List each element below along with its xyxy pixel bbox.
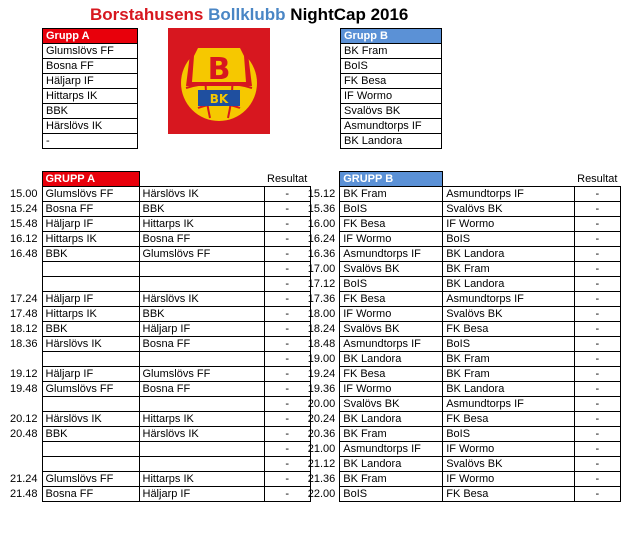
group-b-list bbox=[340, 28, 442, 149]
match-time: 22.00 bbox=[307, 488, 336, 500]
match-time: 21.12 bbox=[307, 458, 336, 470]
match-result: - bbox=[264, 292, 310, 307]
match-time: 20.24 bbox=[307, 413, 336, 425]
match-row bbox=[300, 187, 621, 202]
group-b-team: FK Besa bbox=[341, 74, 442, 89]
match-row bbox=[0, 292, 310, 307]
match-time: 20.00 bbox=[307, 398, 336, 410]
page-title bbox=[90, 5, 408, 25]
group-b-header: Grupp B bbox=[341, 29, 442, 44]
away-team: Bosna FF bbox=[139, 232, 264, 247]
home-team: BK Landora bbox=[340, 412, 443, 427]
home-team: BK Landora bbox=[340, 352, 443, 367]
match-time: 16.24 bbox=[307, 233, 336, 245]
away-team: Härslövs IK bbox=[139, 187, 264, 202]
match-result: - bbox=[574, 187, 620, 202]
match-result: - bbox=[264, 382, 310, 397]
match-result: - bbox=[574, 202, 620, 217]
home-team: BBK bbox=[42, 322, 139, 337]
match-time: 16.00 bbox=[307, 218, 336, 230]
away-team bbox=[139, 277, 264, 292]
group-b-team: BK Landora bbox=[341, 134, 442, 149]
match-time: 18.12 bbox=[9, 323, 38, 335]
match-time: 21.48 bbox=[9, 488, 38, 500]
match-row bbox=[300, 247, 621, 262]
home-team: Glumslövs FF bbox=[42, 187, 139, 202]
home-team bbox=[42, 457, 139, 472]
home-team bbox=[42, 397, 139, 412]
away-team: IF Wormo bbox=[443, 217, 574, 232]
match-time: 16.36 bbox=[307, 248, 336, 260]
match-time: 21.24 bbox=[9, 473, 38, 485]
away-team: Härslövs IK bbox=[139, 292, 264, 307]
match-result: - bbox=[264, 262, 310, 277]
match-result: - bbox=[574, 307, 620, 322]
group-a-team: Härslövs IK bbox=[43, 119, 138, 134]
match-result: - bbox=[574, 292, 620, 307]
match-time: 18.24 bbox=[307, 323, 336, 335]
match-row bbox=[0, 442, 310, 457]
match-row bbox=[0, 337, 310, 352]
match-row bbox=[300, 322, 621, 337]
match-time: 18.36 bbox=[9, 338, 38, 350]
group-a-list bbox=[42, 28, 138, 149]
away-team: Häljarp IF bbox=[139, 487, 264, 502]
match-result: - bbox=[264, 472, 310, 487]
group-a-schedule bbox=[0, 171, 311, 502]
home-team: BBK bbox=[42, 247, 139, 262]
match-row bbox=[300, 277, 621, 292]
match-row bbox=[0, 232, 310, 247]
match-time: 15.00 bbox=[9, 188, 38, 200]
away-header-blank bbox=[139, 172, 264, 187]
match-row bbox=[0, 307, 310, 322]
match-row bbox=[300, 307, 621, 322]
match-time: 21.00 bbox=[307, 443, 336, 455]
home-team: FK Besa bbox=[340, 217, 443, 232]
match-result: - bbox=[574, 397, 620, 412]
away-team: Asmundtorps IF bbox=[443, 397, 574, 412]
match-time bbox=[0, 442, 42, 457]
away-team: FK Besa bbox=[443, 487, 574, 502]
away-team: IF Wormo bbox=[443, 472, 574, 487]
away-team: BBK bbox=[139, 202, 264, 217]
match-row bbox=[300, 262, 621, 277]
home-team: Svalövs BK bbox=[340, 397, 443, 412]
match-row bbox=[300, 487, 621, 502]
match-row bbox=[0, 352, 310, 367]
match-time: 15.48 bbox=[9, 218, 38, 230]
match-result: - bbox=[574, 457, 620, 472]
away-team: FK Besa bbox=[443, 412, 574, 427]
away-team: BK Landora bbox=[443, 277, 574, 292]
home-team: BBK bbox=[42, 427, 139, 442]
match-row bbox=[0, 457, 310, 472]
group-a-team: Häljarp IF bbox=[43, 74, 138, 89]
match-row bbox=[0, 217, 310, 232]
away-team: Hittarps IK bbox=[139, 217, 264, 232]
away-team: Bosna FF bbox=[139, 382, 264, 397]
home-team: FK Besa bbox=[340, 292, 443, 307]
match-row bbox=[0, 397, 310, 412]
home-team: FK Besa bbox=[340, 367, 443, 382]
match-result: - bbox=[264, 247, 310, 262]
match-row bbox=[300, 367, 621, 382]
match-time bbox=[0, 262, 42, 277]
group-a-team: BBK bbox=[43, 104, 138, 119]
match-row bbox=[300, 427, 621, 442]
match-result: - bbox=[264, 277, 310, 292]
away-team: Svalövs BK bbox=[443, 202, 574, 217]
match-result: - bbox=[264, 322, 310, 337]
logo-letter: B bbox=[207, 52, 231, 87]
away-team bbox=[139, 262, 264, 277]
home-team: Häljarp IF bbox=[42, 367, 139, 382]
away-team: Häljarp IF bbox=[139, 322, 264, 337]
group-a-header: Grupp A bbox=[43, 29, 138, 44]
group-b-team: Asmundtorps IF bbox=[341, 119, 442, 134]
away-team: IF Wormo bbox=[443, 442, 574, 457]
match-time: 16.48 bbox=[9, 248, 38, 260]
home-team: Glumslövs FF bbox=[42, 472, 139, 487]
match-time: 19.24 bbox=[307, 368, 336, 380]
home-team bbox=[42, 352, 139, 367]
time-header-blank bbox=[0, 172, 42, 187]
match-result: - bbox=[264, 202, 310, 217]
match-row bbox=[0, 472, 310, 487]
match-row bbox=[0, 187, 310, 202]
home-team: IF Wormo bbox=[340, 307, 443, 322]
match-time: 16.12 bbox=[9, 233, 38, 245]
group-b-team: IF Wormo bbox=[341, 89, 442, 104]
away-team: Bosna FF bbox=[139, 337, 264, 352]
title-club-name: Borstahusens bbox=[90, 5, 204, 24]
match-row bbox=[300, 352, 621, 367]
match-time: 17.36 bbox=[307, 293, 336, 305]
match-row bbox=[0, 202, 310, 217]
club-logo bbox=[168, 28, 270, 134]
schedule-header: GRUPP A bbox=[42, 172, 139, 187]
home-team: Hittarps IK bbox=[42, 307, 139, 322]
match-row bbox=[300, 397, 621, 412]
title-event: NightCap 2016 bbox=[290, 5, 409, 24]
away-header-blank bbox=[443, 172, 574, 187]
home-team: BK Fram bbox=[340, 187, 443, 202]
match-result: - bbox=[264, 412, 310, 427]
group-b-team: BK Fram bbox=[341, 44, 442, 59]
match-row bbox=[300, 232, 621, 247]
home-team: Svalövs BK bbox=[340, 262, 443, 277]
match-result: - bbox=[574, 487, 620, 502]
home-team: BK Landora bbox=[340, 457, 443, 472]
match-time: 15.12 bbox=[307, 188, 336, 200]
away-team: FK Besa bbox=[443, 322, 574, 337]
home-team: Asmundtorps IF bbox=[340, 247, 443, 262]
away-team: BoIS bbox=[443, 232, 574, 247]
match-result: - bbox=[574, 337, 620, 352]
match-time: 15.24 bbox=[9, 203, 38, 215]
home-team: Bosna FF bbox=[42, 487, 139, 502]
match-row bbox=[300, 202, 621, 217]
away-team: Asmundtorps IF bbox=[443, 187, 574, 202]
match-row bbox=[300, 472, 621, 487]
home-team bbox=[42, 262, 139, 277]
match-result: - bbox=[574, 442, 620, 457]
home-team bbox=[42, 277, 139, 292]
home-team: Bosna FF bbox=[42, 202, 139, 217]
home-team bbox=[42, 442, 139, 457]
away-team: BBK bbox=[139, 307, 264, 322]
home-team: BoIS bbox=[340, 277, 443, 292]
time-header-blank bbox=[300, 172, 340, 187]
match-result: - bbox=[264, 457, 310, 472]
match-result: - bbox=[574, 322, 620, 337]
match-time: 19.12 bbox=[9, 368, 38, 380]
away-team: Glumslövs FF bbox=[139, 367, 264, 382]
logo-banner-text: BK bbox=[209, 92, 229, 106]
match-time bbox=[0, 277, 42, 292]
match-time: 15.36 bbox=[307, 203, 336, 215]
match-row bbox=[300, 382, 621, 397]
match-row bbox=[0, 367, 310, 382]
home-team: BoIS bbox=[340, 487, 443, 502]
away-team: Asmundtorps IF bbox=[443, 292, 574, 307]
match-time: 20.48 bbox=[9, 428, 38, 440]
home-team: Häljarp IF bbox=[42, 217, 139, 232]
match-time: 17.48 bbox=[9, 308, 38, 320]
match-result: - bbox=[264, 442, 310, 457]
match-result: - bbox=[264, 217, 310, 232]
match-row bbox=[300, 457, 621, 472]
match-time: 20.12 bbox=[9, 413, 38, 425]
match-time: 18.00 bbox=[307, 308, 336, 320]
match-result: - bbox=[264, 367, 310, 382]
match-time: 19.00 bbox=[307, 353, 336, 365]
result-label: Resultat bbox=[577, 172, 618, 185]
match-result: - bbox=[574, 367, 620, 382]
home-team: Glumslövs FF bbox=[42, 382, 139, 397]
match-row bbox=[0, 262, 310, 277]
match-row bbox=[300, 412, 621, 427]
home-team: IF Wormo bbox=[340, 382, 443, 397]
away-team: Hittarps IK bbox=[139, 412, 264, 427]
home-team: BK Fram bbox=[340, 427, 443, 442]
home-team: BK Fram bbox=[340, 472, 443, 487]
match-row bbox=[0, 322, 310, 337]
match-result: - bbox=[264, 397, 310, 412]
away-team: BK Landora bbox=[443, 382, 574, 397]
group-b-team: Svalövs BK bbox=[341, 104, 442, 119]
match-result: - bbox=[574, 382, 620, 397]
group-a-team: Glumslövs FF bbox=[43, 44, 138, 59]
match-result: - bbox=[574, 352, 620, 367]
match-result: - bbox=[574, 232, 620, 247]
match-result: - bbox=[574, 262, 620, 277]
match-result: - bbox=[574, 217, 620, 232]
match-result: - bbox=[574, 277, 620, 292]
away-team: BoIS bbox=[443, 427, 574, 442]
away-team: BK Landora bbox=[443, 247, 574, 262]
match-time bbox=[0, 457, 42, 472]
match-result: - bbox=[264, 307, 310, 322]
match-result: - bbox=[264, 232, 310, 247]
match-time: 17.00 bbox=[307, 263, 336, 275]
home-team: Härslövs IK bbox=[42, 337, 139, 352]
group-b-team: BoIS bbox=[341, 59, 442, 74]
away-team: Glumslövs FF bbox=[139, 247, 264, 262]
match-row bbox=[0, 247, 310, 262]
match-row bbox=[300, 442, 621, 457]
away-team: BK Fram bbox=[443, 262, 574, 277]
away-team bbox=[139, 352, 264, 367]
match-time: 19.36 bbox=[307, 383, 336, 395]
match-row bbox=[0, 382, 310, 397]
home-team: Svalövs BK bbox=[340, 322, 443, 337]
match-result: - bbox=[264, 487, 310, 502]
match-row bbox=[300, 217, 621, 232]
away-team: BoIS bbox=[443, 337, 574, 352]
result-label: Resultat bbox=[267, 172, 308, 185]
away-team: Härslövs IK bbox=[139, 427, 264, 442]
match-time bbox=[0, 352, 42, 367]
home-team: IF Wormo bbox=[340, 232, 443, 247]
match-row bbox=[0, 412, 310, 427]
match-time: 18.48 bbox=[307, 338, 336, 350]
schedule-header: GRUPP B bbox=[340, 172, 443, 187]
title-club-suffix: Bollklubb bbox=[208, 5, 286, 24]
match-result: - bbox=[574, 427, 620, 442]
away-team: BK Fram bbox=[443, 367, 574, 382]
away-team: Svalövs BK bbox=[443, 307, 574, 322]
match-row bbox=[300, 337, 621, 352]
match-row bbox=[0, 427, 310, 442]
match-row bbox=[0, 487, 310, 502]
match-result: - bbox=[264, 352, 310, 367]
home-team: Häljarp IF bbox=[42, 292, 139, 307]
match-result: - bbox=[264, 187, 310, 202]
group-b-schedule bbox=[300, 171, 621, 502]
home-team: BoIS bbox=[340, 202, 443, 217]
away-team bbox=[139, 397, 264, 412]
match-time: 17.12 bbox=[307, 278, 336, 290]
group-a-team: Bosna FF bbox=[43, 59, 138, 74]
away-team: Hittarps IK bbox=[139, 472, 264, 487]
away-team bbox=[139, 457, 264, 472]
home-team: Asmundtorps IF bbox=[340, 337, 443, 352]
home-team: Härslövs IK bbox=[42, 412, 139, 427]
match-row bbox=[0, 277, 310, 292]
match-time bbox=[0, 397, 42, 412]
match-result: - bbox=[264, 337, 310, 352]
match-result: - bbox=[574, 472, 620, 487]
match-time: 21.36 bbox=[307, 473, 336, 485]
home-team: Asmundtorps IF bbox=[340, 442, 443, 457]
match-time: 17.24 bbox=[9, 293, 38, 305]
away-team: Svalövs BK bbox=[443, 457, 574, 472]
away-team: BK Fram bbox=[443, 352, 574, 367]
match-result: - bbox=[574, 412, 620, 427]
match-time: 19.48 bbox=[9, 383, 38, 395]
match-result: - bbox=[574, 247, 620, 262]
match-row bbox=[300, 292, 621, 307]
away-team bbox=[139, 442, 264, 457]
group-a-team: - bbox=[43, 134, 138, 149]
match-result: - bbox=[264, 427, 310, 442]
group-a-team: Hittarps IK bbox=[43, 89, 138, 104]
home-team: Hittarps IK bbox=[42, 232, 139, 247]
match-time: 20.36 bbox=[307, 428, 336, 440]
